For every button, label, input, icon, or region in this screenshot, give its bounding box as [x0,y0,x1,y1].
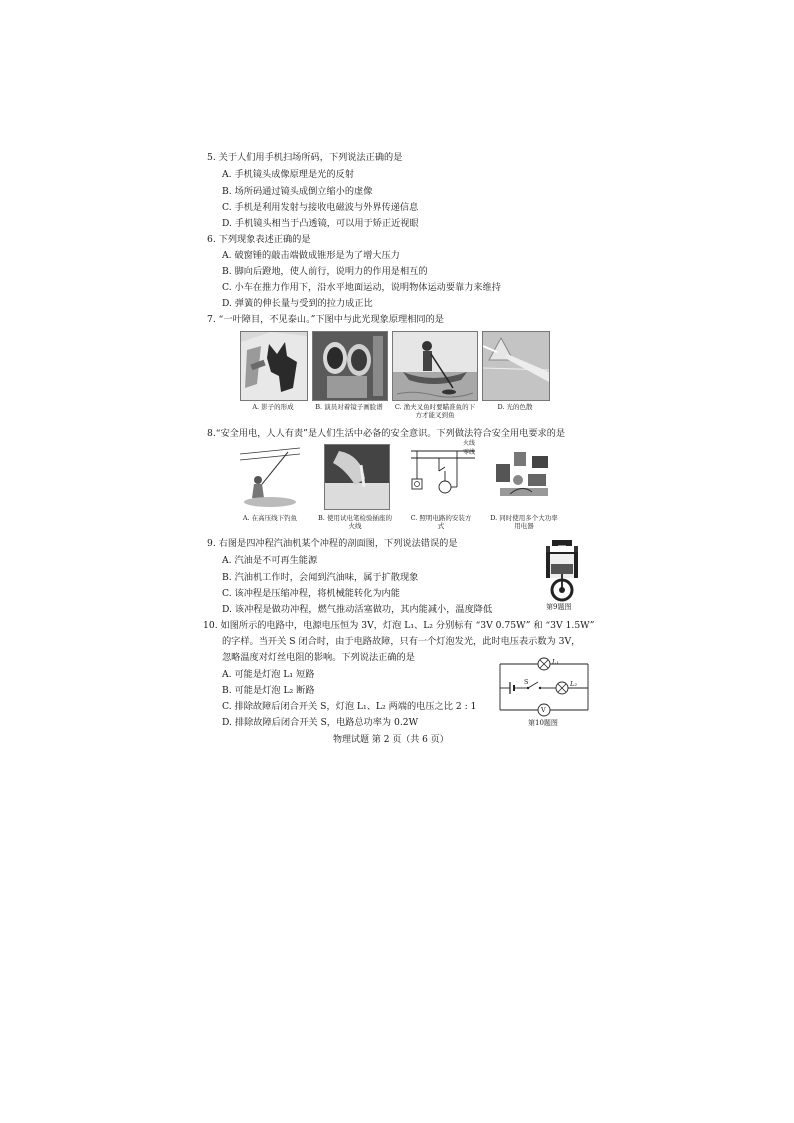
q8-image-a-fishing [240,444,300,508]
q10-option-c: C. 排除故障后闭合开关 S，灯泡 L₁、L₂ 两端的电压之比 2 : 1 [222,701,477,712]
q7-image-c-fishing [392,331,478,401]
page-footer: 物理试题 第 2 页（共 6 页） [333,735,449,745]
q6-option-c: C. 小车在推力作用下，沿水平地面运动，说明物体运动要靠力来维持 [222,282,501,293]
q8-label-neutral: 零线 [463,449,476,456]
q9-figure-label: 第9题图 [546,603,572,611]
q6-stem: 6. 下列现象表述正确的是 [207,234,311,245]
q8-image-b-tester [324,444,390,510]
q5-option-d: D. 手机镜头相当于凸透镜，可以用于矫正近视眼 [222,218,419,229]
q9-option-b: B. 汽油机工作时，会闻到汽油味，属于扩散现象 [222,572,419,583]
q10-label-l2: L₂ [570,680,577,688]
q9-option-a: A. 汽油是不可再生能源 [222,555,318,566]
q10-figure-label: 第10题图 [528,719,558,727]
q8-caption-d: D. 同时使用多个大功率用电器 [490,514,558,530]
q7-stem: 7. “一叶障目，不见泰山。”下图中与此光现象原理相同的是 [207,314,444,325]
q9-engine-figure [538,538,586,604]
q7-caption-b: B. 演员对着镜子画脸谱 [315,403,383,411]
q7-caption-a: A. 影子的形成 [252,403,294,411]
q7-image-a-shadow [240,331,308,401]
q5-option-a: A. 手机镜头成像原理是光的反射 [222,169,354,180]
q9-stem: 9. 右图是四冲程汽油机某个冲程的剖面图，下列说法错误的是 [207,538,458,549]
q10-label-l1: L₁ [552,658,559,666]
q10-stem-line-3: 忽略温度对灯丝电阻的影响。下列说法正确的是 [222,652,415,663]
q5-stem: 5. 关于人们用手机扫场所码，下列说法正确的是 [207,152,403,163]
q9-option-d: D. 该冲程是做功冲程，燃气推动活塞做功，其内能减小，温度降低 [222,604,493,615]
q10-stem-line-2: 的字样。当开关 S 闭合时，由于电路故障，只有一个灯泡发光，此时电压表示数为 3V， [222,636,581,647]
q10-option-b: B. 可能是灯泡 L₂ 断路 [222,685,315,696]
q7-image-b-mirror [312,331,388,401]
q7-caption-d: D. 光的色散 [497,403,533,411]
q6-option-b: B. 脚向后蹬地，使人前行，说明力的作用是相互的 [222,266,428,277]
q10-stem-line-1: 10. 如图所示的电路中，电源电压恒为 3V，灯泡 L₁、L₂ 分别标有 “3V 0.75W” 和 “3V 1.5W” [203,620,595,631]
q8-label-live: 火线 [463,440,476,447]
q5-option-b: B. 场所码通过镜头成倒立缩小的虚像 [222,186,373,197]
q10-label-v: V [541,706,546,714]
q5-option-c: C. 手机是利用发射与接收电磁波与外界传递信息 [222,202,419,213]
q7-image-d-dispersion [482,331,550,401]
q8-caption-b: B. 使用试电笔检验插座的火线 [318,514,392,530]
q10-label-s: S [524,678,529,686]
q8-stem: 8.“安全用电，人人有责”是人们生活中必备的安全意识。下列做法符合安全用电要求的是 [207,428,566,439]
q6-option-a: A. 破窗锤的敲击端做成锥形是为了增大压力 [222,250,400,261]
q8-caption-c: C. 照明电路的安装方式 [410,514,472,530]
q10-option-a: A. 可能是灯泡 L₁ 短路 [222,669,315,680]
q10-option-d: D. 排除故障后闭合开关 S，电路总功率为 0.2W [222,717,419,728]
q8-image-d-overload [492,444,556,508]
q6-option-d: D. 弹簧的伸长量与受到的拉力成正比 [222,298,373,309]
q9-option-c: C. 该冲程是压缩冲程，将机械能转化为内能 [222,588,400,599]
q7-caption-c: C. 渔夫叉鱼时要瞄准鱼的下方才能叉到鱼 [394,403,476,419]
q8-caption-a: A. 在高压线下钓鱼 [242,514,298,522]
